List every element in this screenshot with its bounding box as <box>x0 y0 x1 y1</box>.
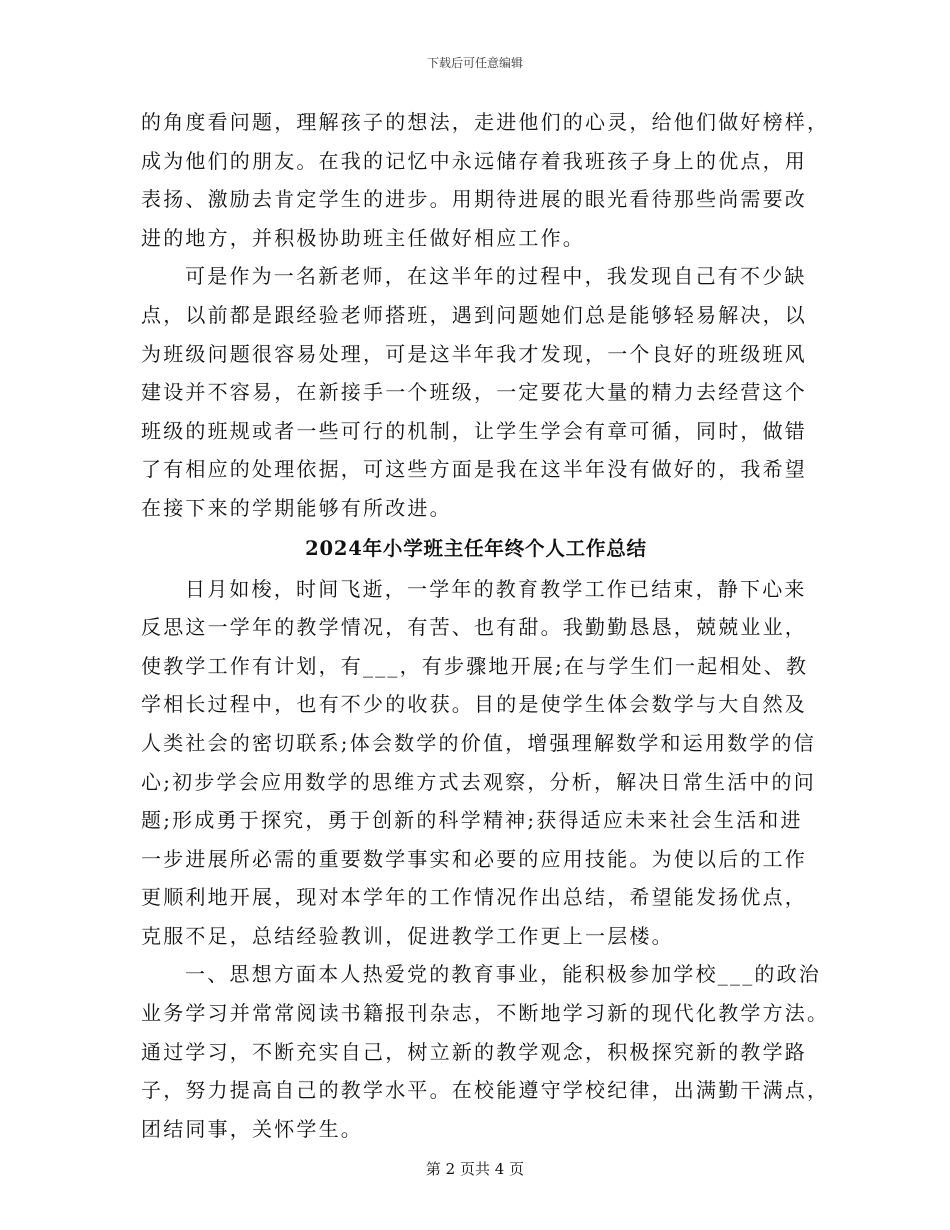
text-line: 在接下来的学期能够有所改进。 <box>141 495 452 520</box>
paragraph-3 <box>141 570 816 956</box>
text-line: 克服不足，总结经验教训，促进教学工作更上一层楼。 <box>141 923 674 948</box>
text-line: 人类社会的密切联系;体会数学的价值，增强理解数学和运用数学的信 <box>141 730 816 755</box>
paragraph-2 <box>141 257 811 527</box>
paragraph-1 <box>141 103 830 257</box>
text-line: 为班级问题很容易处理，可是这半年我才发现，一个良好的班级班风 <box>141 341 807 366</box>
text-line: 可是作为一名新老师，在这半年的过程中，我发现自己有不少缺 <box>185 264 807 289</box>
text-line: 反思这一学年的教学情况，有苦、也有甜。我勤勤恳恳，兢兢业业， <box>141 615 807 640</box>
text-line: 的角度看问题，理解孩子的想法，走进他们的心灵，给他们做好榜样， <box>141 110 830 134</box>
text-line: 题;形成勇于探究，勇于创新的科学精神;获得适应未来社会生活和进 <box>141 808 803 833</box>
text-line: 点，以前都是跟经验老师搭班，遇到问题她们总是能够轻易解决，以 <box>141 302 807 327</box>
text-line: 日月如梭，时间飞逝，一学年的教育教学工作已结束，静下心来 <box>185 576 807 601</box>
text-line: 一步进展所必需的重要数学事实和必要的应用技能。为使以后的工作 <box>141 846 807 871</box>
text-line: 业务学习并常常阅读书籍报刊杂志，不断地学习新的现代化教学方法。 <box>141 1001 830 1026</box>
text-line: 一、思想方面本人热爱党的教育事业，能积极参加学校___的政治 <box>185 962 821 987</box>
text-line: 使教学工作有计划，有___，有步骤地开展;在与学生们一起相处、教 <box>141 653 809 678</box>
text-line: 心;初步学会应用数学的思维方式去观察，分析，解决日常生活中的问 <box>141 769 816 794</box>
text-line: 通过学习，不断充实自己，树立新的教学观念，积极探究新的教学路 <box>141 1039 807 1064</box>
text-line: 建设并不容易，在新接手一个班级，一定要花大量的精力去经营这个 <box>141 380 807 405</box>
page-footer: 第 2 页共 4 页 <box>425 1160 525 1178</box>
paragraph-4 <box>141 955 830 1148</box>
text-line: 团结同事，关怀学生。 <box>141 1116 363 1141</box>
text-line: 进的地方，并积极协助班主任做好相应工作。 <box>141 225 585 250</box>
text-line: 班级的班规或者一些可行的机制，让学生学会有章可循，同时，做错 <box>141 418 807 443</box>
document-body <box>141 103 830 1148</box>
text-line: 了有相应的处理依据，可这些方面是我在这半年没有做好的，我希望 <box>141 457 807 482</box>
text-line: 更顺利地开展，现对本学年的工作情况作出总结，希望能发扬优点， <box>141 885 807 910</box>
text-line: 表扬、激励去肯定学生的进步。用期待进展的眼光看待那些尚需要改 <box>141 187 807 212</box>
page-header: 下载后可任意编辑 <box>426 56 523 70</box>
text-line: 成为他们的朋友。在我的记忆中永远储存着我班孩子身上的优点，用 <box>141 148 807 173</box>
text-line: 子，努力提高自己的教学水平。在校能遵守学校纪律，出满勤干满点， <box>141 1078 830 1103</box>
text-line: 学相长过程中，也有不少的收获。目的是使学生体会数学与大自然及 <box>141 692 807 717</box>
section-title: 2024年小学班主任年终个人工作总结 <box>305 536 647 560</box>
